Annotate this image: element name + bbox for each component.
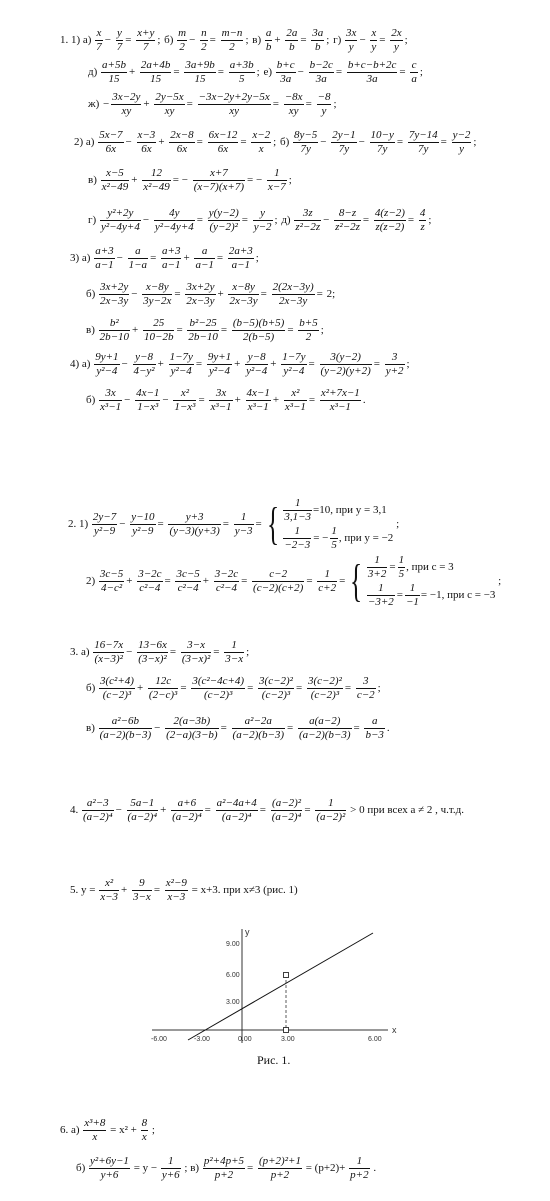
fraction: $\frac{x}{y}$ <box>371 27 377 53</box>
fraction: $\frac{\text{y²+6y−1}}{y+6}$ <box>90 1155 129 1181</box>
fraction: $\frac{\text{(a−2)²}}{\text{(a−2)⁴}}$ <box>271 797 302 823</box>
function-line <box>188 933 373 1040</box>
p5-line: 5. y = $\frac{\text{x²}}{x-3}$ + $\frac{9}{3-x}$ = $\frac{\text{x²−9}}{x-3}$ = x+3. при x≠3 (рис. 1) <box>70 877 298 903</box>
fraction: $\frac{b+c}{3a}$ <box>276 59 295 85</box>
fraction: $\frac{4(z-2)}{z(z-2)}$ <box>374 207 405 233</box>
item-label: б) <box>76 1162 86 1174</box>
fraction: $\frac{9y+1}{\text{y²−4}}$ <box>95 351 119 377</box>
conclusion: > 0 при всех a ≠ 2 , ч.т.д. <box>350 804 464 816</box>
fraction: $\frac{12c}{\text{(2−c)³}}$ <box>148 675 178 701</box>
x-tick-label: 6.00 <box>368 1036 382 1043</box>
fraction: $\frac{\text{x²+7x−1}}{\text{x³−1}}$ <box>320 387 360 413</box>
excluded-point-axis-marker <box>284 1028 289 1033</box>
fraction: $\frac{b+5}{2}$ <box>299 317 318 343</box>
fraction: $\frac{c-2}{(c-2)(c+2)}$ <box>253 568 304 594</box>
fraction: $\frac{a(a-2)}{(a-2)(b-3)}$ <box>299 715 351 741</box>
item-label: б) <box>86 394 96 406</box>
fraction: $\frac{\text{x²}}{x-3}$ <box>100 877 119 903</box>
fraction: $\frac{n}{2}$ <box>201 27 207 53</box>
fraction: $\frac{(b-5)(b+5)}{2(b-5)}$ <box>232 317 285 343</box>
fraction: $\frac{-3x-2y+2y-5x}{xy}$ <box>198 91 270 117</box>
fraction: $\frac{a}{b-3}$ <box>365 715 384 741</box>
item-label: б) <box>86 682 96 694</box>
fraction: $\frac{\text{x³+8}}{x}$ <box>84 1117 106 1143</box>
fraction: $\frac{2y-1}{7y}$ <box>332 129 356 155</box>
fraction: $\frac{3a}{b}$ <box>312 27 324 53</box>
fraction: $\frac{\text{p²+4p+5}}{p+2}$ <box>203 1155 244 1181</box>
fraction: $\frac{2x}{y}$ <box>391 27 402 53</box>
fraction: $\frac{10-y}{7y}$ <box>370 129 394 155</box>
fraction: $\frac{\text{a²−6b}}{(a-2)(b-3)}$ <box>99 715 152 741</box>
item-label: 2) <box>86 575 96 587</box>
item-label: в) <box>86 722 95 734</box>
fraction: $\frac{y-8}{\text{4−y²}}$ <box>133 351 155 377</box>
x-axis-label: x <box>392 1025 397 1035</box>
y-tick-label: 3.00 <box>226 999 240 1006</box>
item-label: д) <box>281 214 291 226</box>
fraction: $\frac{a+6}{\text{(a−2)⁴}}$ <box>172 797 202 823</box>
fraction: $\frac{\text{x²−9}}{x-3}$ <box>165 877 187 903</box>
y-tick-labels <box>226 941 240 1006</box>
fraction: $\frac{m-n}{2}$ <box>221 27 243 53</box>
x-tick-label: 3.00 <box>281 1036 295 1043</box>
fraction: $\frac{a+3b}{5}$ <box>229 59 254 85</box>
fraction: $\frac{\text{b²−25}}{2b-10}$ <box>188 317 218 343</box>
item-label: г) <box>333 34 342 46</box>
p3-line-2: б) $\frac{\text{3(c²+4)}}{\text{(c−2)³}}$ + $\frac{12c}{\text{(2−c)³}}$ = $\frac{\text{3(c²−4c+4)}}{\text{(c−2)³}}$ = $\frac{\text{3(c−2)²}}{\text{(c−2)³}}$ = $\frac{\text{3(c−2)²}}{\text{(c−2)³}}$ = $\frac{3}{c-2}$ ; <box>86 675 381 701</box>
fraction: $\frac{x+7}{(x-7)(x+7)}$ <box>193 167 244 193</box>
item-label: в) <box>252 34 262 46</box>
fraction: $\frac{2x-8}{6x}$ <box>170 129 194 155</box>
y-tick-label: 9.00 <box>226 941 240 948</box>
fraction: $\frac{3x-2y}{xy}$ <box>112 91 141 117</box>
fraction: $\frac{-8x}{xy}$ <box>284 91 303 117</box>
fraction: $\frac{a}{a-1}$ <box>195 245 214 271</box>
punct: ; <box>396 518 400 530</box>
fraction: $\frac{8-z}{\text{z²−2z}}$ <box>335 207 360 233</box>
fraction: $\frac{\text{x²}}{\text{x³−1}}$ <box>284 387 306 413</box>
p4-line: 4. $\frac{\text{a²−3}}{\text{(a−2)⁴}}$ − $\frac{5a-1}{\text{(a−2)⁴}}$ + $\frac{a+6}{\text{(a−2)⁴}}$ = $\frac{\text{a²−4a+4}}{\text{(a−2)⁴}}$ = $\frac{\text{(a−2)²}}{\text{(a−2)⁴}}$ = $\frac{1}{\text{(a−2)²}}$ > 0 при всех a ≠ 2 , ч.т.д. <box>70 797 464 823</box>
fraction: $\frac{16-7x}{\text{(x−3)²}}$ <box>94 639 124 665</box>
fraction: $\frac{2(a-3b)}{(2-a)(3-b)}$ <box>166 715 218 741</box>
case-stack: $\frac{1}{3,1-3}$ =10, при y = 3,1 $\frac{1}{-2-3}$ = − $\frac{1}{5}$ , при y = −2 <box>284 497 394 551</box>
fraction: $\frac{c}{a}$ <box>411 59 417 85</box>
item-label: 3. а) <box>70 646 90 658</box>
item-label: б) <box>86 288 96 300</box>
p6-line-2: б) $\frac{\text{y²+6y−1}}{y+6}$ = y − $\frac{1}{y+6}$ ; в) $\frac{\text{p²+4p+5}}{p+2}$ = $\frac{\text{(p+2)²+1}}{p+2}$ = (p+2)+ $\frac{1}{p+2}$ . <box>76 1155 377 1181</box>
p1-line-3: ж) − $\frac{3x-2y}{xy}$ + $\frac{2y-5x}{xy}$ = $\frac{-3x-2y+2y-5x}{xy}$ = $\frac{-8x}{xy}$ = $\frac{-8}{y}$ ; <box>88 91 337 117</box>
excluded-point-marker <box>284 973 289 978</box>
p1-line-6: г) $\frac{\text{y²+2y}}{\text{y²−4y+4}}$ − $\frac{4y}{\text{y²−4y+4}}$ = $\frac{y(y-2)}{\text{(y−2)²}}$ = $\frac{y}{y-2}$ ; д) $\frac{3z}{\text{z²−2z}}$ − $\frac{8-z}{\text{z²−2z}}$ = $\frac{4(z-2)}{z(z-2)}$ = $\frac{4}{z}$ ; <box>88 207 432 233</box>
fraction: $\frac{y}{y-2}$ <box>253 207 272 233</box>
fraction: $\frac{y-8}{\text{y²−4}}$ <box>246 351 268 377</box>
curly-brace: { <box>266 498 279 550</box>
fraction: $\frac{\text{a²−3}}{\text{(a−2)⁴}}$ <box>83 797 113 823</box>
fraction: $\frac{1}{p+2}$ <box>350 1155 369 1181</box>
fraction: $\frac{9}{3-x}$ <box>133 877 151 903</box>
fraction: $\frac{6x-12}{6x}$ <box>208 129 238 155</box>
fraction: $\frac{\text{3(c−2)²}}{\text{(c−2)³}}$ <box>307 675 342 701</box>
fraction: $\frac{2(2x-3y)}{2x-3y}$ <box>272 281 314 307</box>
item-label: в) <box>86 324 95 336</box>
item-label: 1. 1) а) <box>60 34 92 46</box>
item-label: 6. а) <box>60 1124 80 1136</box>
fraction: $\frac{a+3}{a-1}$ <box>162 245 181 271</box>
item-label: 3) а) <box>70 252 91 264</box>
fraction: $\frac{x}{7}$ <box>96 27 102 53</box>
fraction: $\frac{1}{c+2}$ <box>318 568 337 594</box>
y-tick-label: 6.00 <box>226 972 240 979</box>
fraction: $\frac{8}{x}$ <box>141 1117 148 1143</box>
p1-line-2: д) $\frac{a+5b}{15}$ + $\frac{2a+4b}{15}$ = $\frac{3a+9b}{15}$ = $\frac{a+3b}{5}$ ; е) $\frac{b+c}{3a}$ − $\frac{b-2c}{3a}$ = $\frac{b+c-b+2c}{3a}$ = $\frac{c}{a}$ ; <box>88 59 423 85</box>
y-axis-label: y <box>245 927 250 937</box>
fraction: $\frac{8y-5}{7y}$ <box>293 129 318 155</box>
fraction: $\frac{3x}{y}$ <box>346 27 357 53</box>
fraction: $\frac{3-2c}{\text{c²−4}}$ <box>138 568 162 594</box>
fraction: $\frac{1-7y}{\text{y²−4}}$ <box>282 351 306 377</box>
fraction: $\frac{3c-5}{\text{c²−4}}$ <box>176 568 200 594</box>
fraction: $\frac{y-10}{\text{y²−9}}$ <box>131 511 155 537</box>
fraction: $\frac{3x+2y}{2x-3y}$ <box>100 281 129 307</box>
x-tick-labels <box>151 1036 382 1043</box>
item-label: б) <box>164 34 174 46</box>
fraction: $\frac{3x}{\text{x³−1}}$ <box>100 387 122 413</box>
p3-line-3: в) $\frac{\text{a²−6b}}{(a-2)(b-3)}$ − $\frac{2(a-3b)}{(2-a)(3-b)}$ = $\frac{\text{a²−2a}}{(a-2)(b-3)}$ = $\frac{a(a-2)}{(a-2)(b-3)}$ = $\frac{a}{b-3}$ . <box>86 715 390 741</box>
fraction: $\frac{3-x}{\text{(3−x)²}}$ <box>181 639 211 665</box>
fraction: $\frac{\text{3(c²−4c+4)}}{\text{(c−2)³}}$ <box>192 675 245 701</box>
item-label: ж) <box>88 98 100 110</box>
fraction: $\frac{a}{1-a}$ <box>128 245 148 271</box>
case-stack: $\frac{1}{3+2}$ = $\frac{1}{5}$ , при c = 3 $\frac{1}{-3+2}$ = $\frac{1}{-1}$ = −1, при c = −3 <box>367 554 496 608</box>
fraction: $\frac{25}{10-2b}$ <box>144 317 174 343</box>
fraction: $\frac{y(y-2)}{\text{(y−2)²}}$ <box>208 207 239 233</box>
fraction: $\frac{3x}{\text{x³−1}}$ <box>210 387 232 413</box>
fraction: $\frac{\text{a²−2a}}{(a-2)(b-3)}$ <box>232 715 285 741</box>
p3-line-1: 3. а) $\frac{16-7x}{\text{(x−3)²}}$ − $\frac{13-6x}{\text{(3−x)²}}$ = $\frac{3-x}{\text{(3−x)²}}$ = $\frac{1}{3-x}$ ; <box>70 639 250 665</box>
fraction: $\frac{\text{x²}}{\text{1−x³}}$ <box>174 387 196 413</box>
x-tick-label: -6.00 <box>151 1036 167 1043</box>
item-label: 5. <box>70 884 79 896</box>
fraction: $\frac{4x-1}{\text{x³−1}}$ <box>246 387 270 413</box>
fraction: $\frac{m}{2}$ <box>178 27 187 53</box>
p1-line-4: 2) а) $\frac{5x-7}{6x}$ − $\frac{x-3}{6x}$ + $\frac{2x-8}{6x}$ = $\frac{6x-12}{6x}$ = $\frac{x-2}{x}$ ; б) $\frac{8y-5}{7y}$ − $\frac{2y-1}{7y}$ − $\frac{10-y}{7y}$ = $\frac{7y-14}{7y}$ = $\frac{y-2}{y}$ ; <box>74 129 477 155</box>
fraction: $\frac{2y-5x}{xy}$ <box>155 91 184 117</box>
fraction: $\frac{x+y}{7}$ <box>137 27 155 53</box>
p1-line-5: в) $\frac{x-5}{\text{x²−49}}$ + $\frac{12}{\text{x²−49}}$ = − $\frac{x+7}{(x-7)(x+7)}$ = − $\frac{1}{x-7}$ ; <box>88 167 292 193</box>
p1-line-8: б) $\frac{3x+2y}{2x-3y}$ − $\frac{x-8y}{3y-2x}$ = $\frac{3x+2y}{2x-3y}$ + $\frac{x-8y}{2x-3y}$ = $\frac{2(2x-3y)}{2x-3y}$ = 2; <box>86 281 336 307</box>
p2-line-1: 2. 1) $\frac{2y-7}{\text{y²−9}}$ − $\frac{y-10}{\text{y²−9}}$ = $\frac{y+3}{(y-3)(y+3)}$ = $\frac{1}{y-3}$ = { $\frac{1}{3,1-3}$ =10, при y = 3,1 $\frac{1}{-2-3}$ = − $\frac{1}{5}$ , при y = −2 ; <box>68 495 399 554</box>
lhs: y = <box>81 884 96 896</box>
result: 2; <box>326 288 336 300</box>
fraction: $\frac{2a+3}{a-1}$ <box>228 245 253 271</box>
fraction: $\frac{3a+9b}{15}$ <box>185 59 215 85</box>
figure-caption: Рис. 1. <box>257 1053 291 1067</box>
fraction: $\frac{1}{\text{(a−2)²}}$ <box>316 797 346 823</box>
p6-line-1 <box>60 1118 155 1143</box>
fraction: $\frac{1-7y}{\text{y²−4}}$ <box>169 351 193 377</box>
fraction: $\frac{x-2}{x}$ <box>252 129 271 155</box>
fraction: $\frac{b+c-b+2c}{3a}$ <box>347 59 397 85</box>
p1-line-1: 1. 1) а) $\frac{x}{7}$ − $\frac{y}{7}$ = $\frac{x+y}{7}$ ; б) $\frac{m}{2}$ − $\frac{n}{2}$ = $\frac{m-n}{2}$ ; в) $\frac{a}{b}$ + $\frac{2a}{b}$ = $\frac{3a}{b}$ ; г) $\frac{3x}{y}$ − $\frac{x}{y}$ = $\frac{2x}{y}$ ; <box>60 27 408 53</box>
fraction: $\frac{1}{y-3}$ <box>234 511 253 537</box>
item-label: 2. 1) <box>68 518 89 530</box>
item-label: г) <box>88 214 97 226</box>
function-graph <box>148 925 398 1050</box>
fraction: $\frac{4}{z}$ <box>419 207 426 233</box>
fraction: $\frac{a}{b}$ <box>265 27 272 53</box>
fraction: $\frac{a+5b}{15}$ <box>102 59 126 85</box>
fraction: $\frac{3}{y+2}$ <box>385 351 404 377</box>
conclusion: = x+3. при x≠3 (рис. 1) <box>191 884 298 896</box>
item-label: в) <box>88 174 97 186</box>
expr-text: = x² + <box>110 1124 137 1136</box>
p2-line-2: 2) $\frac{3c-5}{\text{4−c²}}$ + $\frac{3-2c}{\text{c²−4}}$ = $\frac{3c-5}{\text{c²−4}}$ + $\frac{3-2c}{\text{c²−4}}$ = $\frac{c-2}{(c-2)(c+2)}$ = $\frac{1}{c+2}$ = { $\frac{1}{3+2}$ = $\frac{1}{5}$ , при c = 3 $\frac{1}{-3+2}$ = $\frac{1}{-1}$ = −1, при c = −3 ; <box>86 552 501 611</box>
fraction: $\frac{1}{y+6}$ <box>161 1155 180 1181</box>
fraction: $\frac{7y-14}{7y}$ <box>408 129 438 155</box>
fraction: $\frac{y-2}{y}$ <box>452 129 471 155</box>
fraction: $\frac{3c-5}{\text{4−c²}}$ <box>99 568 124 594</box>
fraction: $\frac{2y-7}{\text{y²−9}}$ <box>92 511 117 537</box>
fraction: $\frac{2a}{b}$ <box>286 27 298 53</box>
item-label: б) <box>279 136 290 148</box>
fraction: $\frac{\text{3(c²+4)}}{\text{(c−2)³}}$ <box>100 675 134 701</box>
fraction: $\frac{\text{y²+2y}}{\text{y²−4y+4}}$ <box>100 207 140 233</box>
fraction: $\frac{y+3}{(y-3)(y+3)}$ <box>169 511 220 537</box>
fraction: $\frac{12}{\text{x²−49}}$ <box>143 167 170 193</box>
item-label: 2) а) <box>74 136 95 148</box>
fraction: $\frac{2a+4b}{15}$ <box>140 59 171 85</box>
fraction: $\frac{13-6x}{\text{(3−x)²}}$ <box>138 639 167 665</box>
fraction: $\frac{-8}{y}$ <box>317 91 331 117</box>
x-tick-label: 0.00 <box>238 1036 252 1043</box>
item-label: е) <box>263 66 273 78</box>
fraction: $\frac{a+3}{a-1}$ <box>95 245 114 271</box>
fraction: $\frac{3x+2y}{2x-3y}$ <box>186 281 215 307</box>
fraction: $\frac{b-2c}{3a}$ <box>309 59 333 85</box>
fraction: $\frac{1}{x-7}$ <box>267 167 286 193</box>
item-label: 4. <box>70 804 79 816</box>
fraction: $\frac{3-2c}{\text{c²−4}}$ <box>214 568 239 594</box>
expr-text: = y − <box>133 1162 158 1174</box>
fraction: $\frac{x-8y}{2x-3y}$ <box>229 281 258 307</box>
p1-line-11: б) $\frac{3x}{\text{x³−1}}$ − $\frac{4x-1}{\text{1−x³}}$ − $\frac{\text{x²}}{\text{1−x³}}$ = $\frac{3x}{\text{x³−1}}$ + $\frac{4x-1}{\text{x³−1}}$ + $\frac{\text{x²}}{\text{x³−1}}$ = $\frac{\text{x²+7x−1}}{\text{x³−1}}$ . <box>86 387 366 413</box>
p1-line-7: 3) а) $\frac{a+3}{a-1}$ − $\frac{a}{1-a}$ = $\frac{a+3}{a-1}$ + $\frac{a}{a-1}$ = $\frac{2a+3}{a-1}$ ; <box>70 245 259 271</box>
fraction: $\frac{x-5}{\text{x²−49}}$ <box>101 167 129 193</box>
fraction: $\frac{3}{c-2}$ <box>356 675 375 701</box>
fraction: $\frac{5x-7}{6x}$ <box>99 129 123 155</box>
fraction: $\frac{x-8y}{3y-2x}$ <box>143 281 172 307</box>
x-tick-label: -3.00 <box>194 1036 210 1043</box>
expr-text: = (p+2)+ <box>305 1162 346 1174</box>
fraction: $\frac{1}{3-x}$ <box>225 639 244 665</box>
fraction: $\frac{4y}{\text{y²−4y+4}}$ <box>154 207 194 233</box>
fraction: $\frac{\text{3(c−2)²}}{\text{(c−2)³}}$ <box>259 675 293 701</box>
fraction: $\frac{\text{b²}}{2b-10}$ <box>99 317 130 343</box>
fraction: $\frac{\text{a²−4a+4}}{\text{(a−2)⁴}}$ <box>216 797 257 823</box>
fraction: $\frac{y}{7}$ <box>116 27 123 53</box>
fraction: $\frac{4x-1}{\text{1−x³}}$ <box>136 387 160 413</box>
p1-line-9: в) $\frac{\text{b²}}{2b-10}$ + $\frac{25}{10-2b}$ = $\frac{\text{b²−25}}{2b-10}$ = $\frac{(b-5)(b+5)}{2(b-5)}$ = $\frac{b+5}{2}$ ; <box>86 317 324 343</box>
fraction: $\frac{3(y-2)}{(y-2)(y+2)}$ <box>320 351 371 377</box>
fraction: $\frac{x-3}{6x}$ <box>137 129 156 155</box>
fraction: $\frac{\text{(p+2)²+1}}{p+2}$ <box>258 1155 301 1181</box>
punct: ; <box>151 1124 155 1136</box>
fraction: $\frac{9y+1}{\text{y²−4}}$ <box>207 351 232 377</box>
item-label: д) <box>88 66 98 78</box>
curly-brace: { <box>350 555 363 607</box>
item-label: ; в) <box>184 1162 200 1174</box>
punct: . <box>373 1162 377 1174</box>
fraction: $\frac{5a-1}{\text{(a−2)⁴}}$ <box>127 797 158 823</box>
fraction: $\frac{3z}{\text{z²−2z}}$ <box>295 207 321 233</box>
punct: ; <box>498 575 502 587</box>
item-label: 4) а) <box>70 358 91 370</box>
p1-line-10: 4) а) $\frac{9y+1}{\text{y²−4}}$ − $\frac{y-8}{\text{4−y²}}$ + $\frac{1-7y}{\text{y²−4}}$ = $\frac{9y+1}{\text{y²−4}}$ + $\frac{y-8}{\text{y²−4}}$ + $\frac{1-7y}{\text{y²−4}}$ = $\frac{3(y-2)}{(y-2)(y+2)}$ = $\frac{3}{y+2}$ ; <box>70 351 410 377</box>
